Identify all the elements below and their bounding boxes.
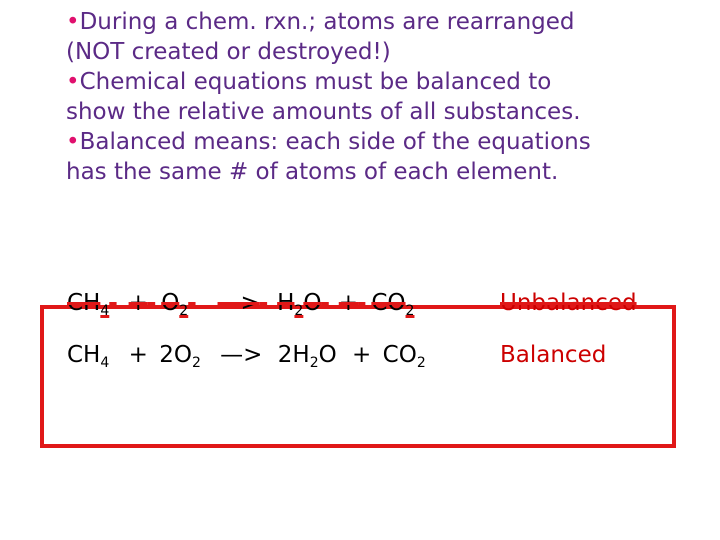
bullet-1-line-1 [66,7,716,37]
bullet-dot: • [66,129,80,155]
bullet-1-text-1: During a chem. rxn.; atoms are rearranged [79,9,575,35]
product-co2: $CO_2$ [382,342,426,371]
status-unbalanced: Unbalanced [500,290,637,316]
reaction-arrow: —> [217,290,260,316]
plus-sign: + [352,342,372,368]
bullet-list [66,7,716,187]
product-h2o: $H_2O$ [277,290,322,319]
reaction-arrow: —> [220,342,263,368]
reactant-2o2: $2O_2$ [159,342,201,371]
bullet-3-line-1 [66,127,716,157]
reactant-ch4: $CH_4$ [67,290,110,319]
highlight-box [40,305,676,448]
reactant-o2: $O_2$ [161,290,189,319]
plus-sign: + [338,290,359,316]
bullet-2-text-1: Chemical equations must be balanced to [79,69,552,95]
bullet-2-line-1 [66,67,716,97]
equation-balanced [67,341,426,369]
status-balanced: Balanced [500,342,607,368]
bullet-dot: • [66,9,80,35]
bullet-dot: • [66,69,80,95]
bullet-3-line-2: has the same # of atoms of each element. [66,159,559,185]
bullet-1-line-2: (NOT created or destroyed!) [66,39,391,65]
product-2h2o: $2H_2O$ [277,342,337,371]
bullet-3-text-1: Balanced means: each side of the equations [79,129,591,155]
plus-sign: + [128,342,148,368]
product-co2: $CO_2$ [371,290,415,319]
bullet-2-line-2: show the relative amounts of all substances. [66,99,581,125]
plus-sign: + [128,290,148,316]
reactant-ch4: $CH_4$ [67,342,110,371]
equation-unbalanced [67,289,414,317]
